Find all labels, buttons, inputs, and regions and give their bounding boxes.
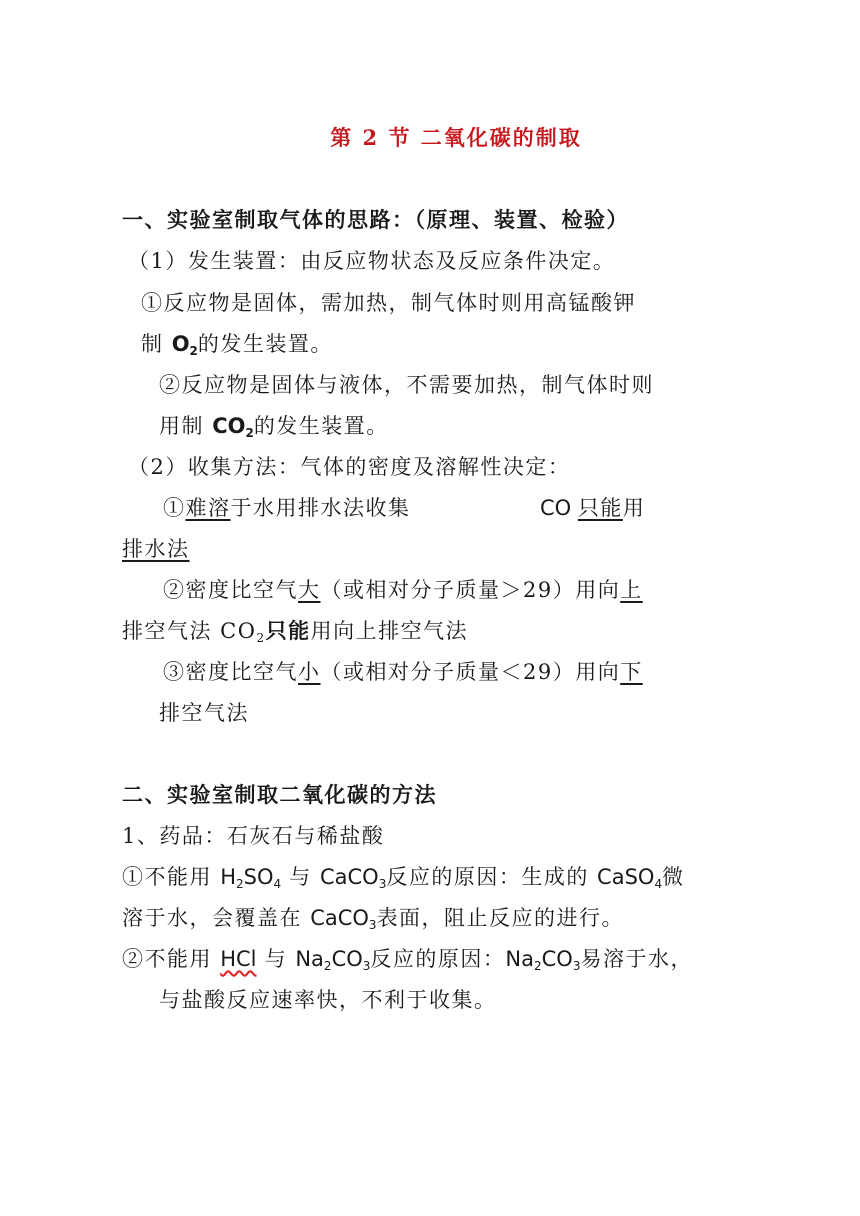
item2-a-co-note: CO 只能用 <box>540 496 646 520</box>
item2-c-line1: ③密度比空气小（或相对分子质量＜29）用向下 <box>163 660 643 684</box>
reason1-line2: 溶于水，会覆盖在 CaCO$_3$表面，阻止反应的进行。 <box>122 906 625 932</box>
generation-device-label: （1）发生装置：由反应物状态及反应条件决定。 <box>128 249 616 273</box>
reason1-line1: ①不能用 $H_2SO_4$ 与 CaCO$_3$反应的原因：生成的 CaSO$_4$微 <box>122 865 685 891</box>
item1-b-line1: ②反应物是固体与液体，不需要加热，制气体时则 <box>159 373 654 397</box>
item2-b-line2: 排空气法 $CO_2$只能用向上排空气法 <box>122 618 469 645</box>
item2-a-line1: ①难溶于水用排水法收集 <box>163 496 411 520</box>
item2-c-line2: 排空气法 <box>159 701 249 725</box>
reason2-line1: ②不能用 HCl 与 $Na_2CO_3$反应的原因：$Na_2CO_3$易溶于水， <box>122 947 693 973</box>
item1-a-line1: ①反应物是固体，需加热，制气体时则用高锰酸钾 <box>141 291 636 315</box>
item2-a-line2: 排水法 <box>122 537 190 561</box>
collection-method-label: （2）收集方法：气体的密度及溶解性决定： <box>128 455 571 479</box>
item2-b-line1: ②密度比空气大（或相对分子质量＞29）用向上 <box>163 578 643 602</box>
page-title: 第 2 节 二氧化碳的制取 <box>330 125 582 150</box>
section2-heading: 二、实验室制取二氧化碳的方法 <box>122 782 437 807</box>
reason2-line2: 与盐酸反应速率快，不利于收集。 <box>159 988 497 1012</box>
item1-a-line2: 制 $O_2$的发生装置。 <box>141 332 333 358</box>
item1-b-line2: 用制 $CO_2$的发生装置。 <box>159 414 389 440</box>
section1-heading: 一、实验室制取气体的思路：（原理、装置、检验） <box>122 207 629 232</box>
drugs-line: 1、药品：石灰石与稀盐酸 <box>122 824 385 848</box>
